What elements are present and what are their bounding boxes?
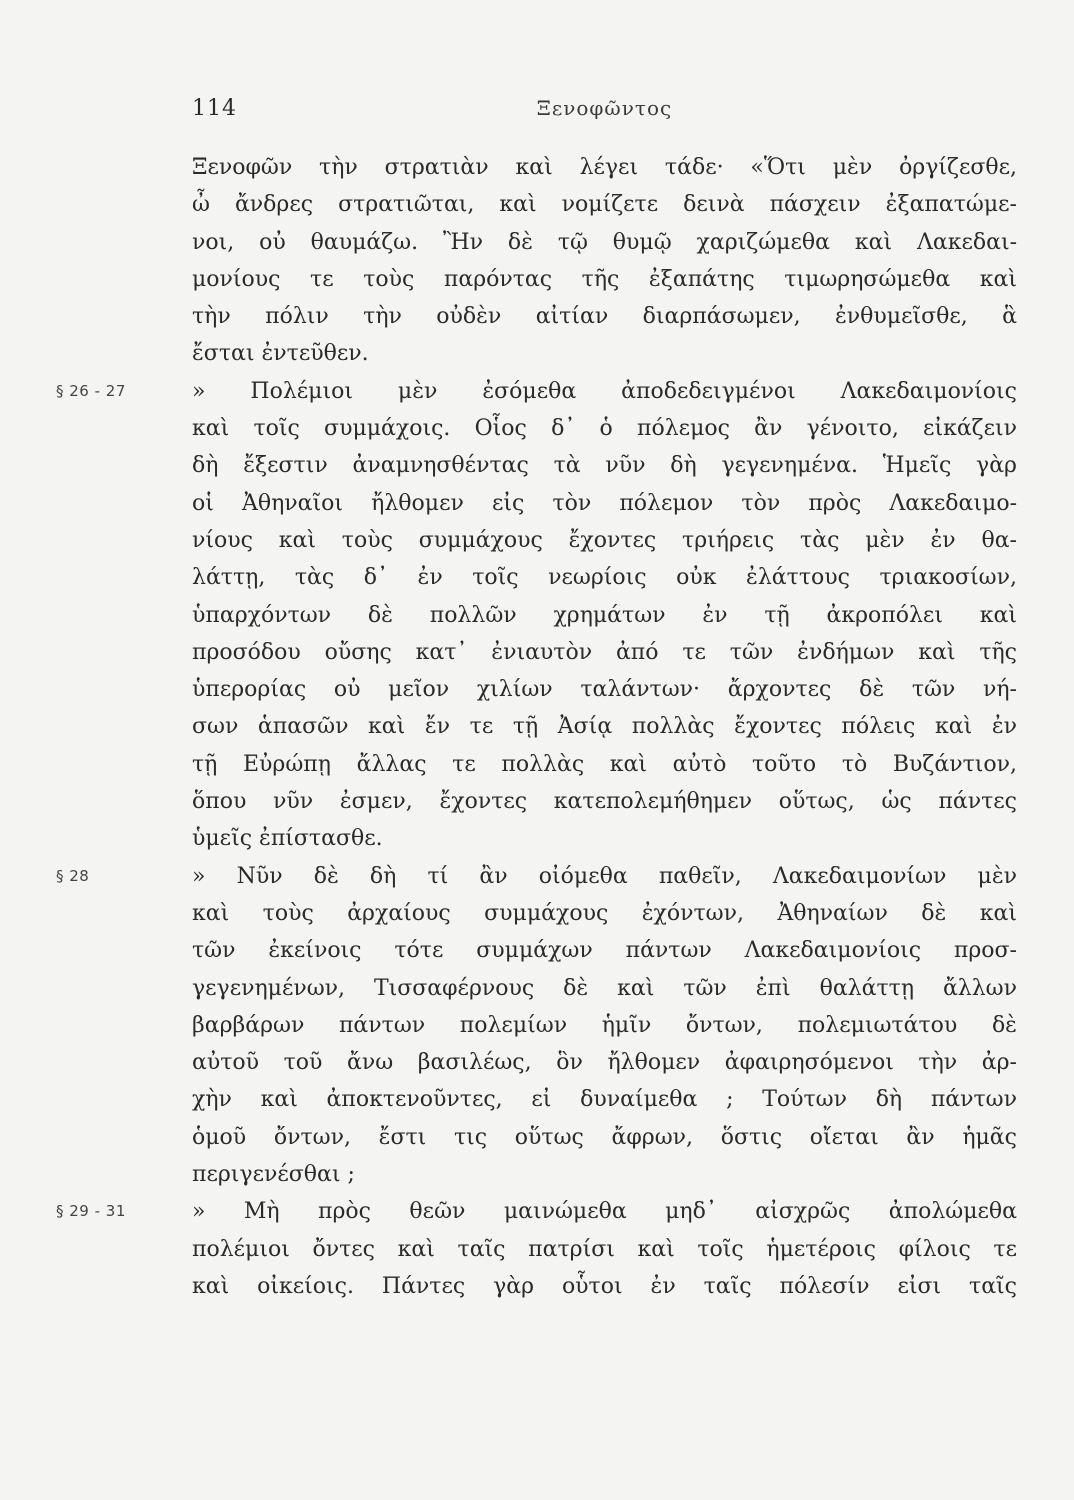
line-text: τῶν ἐκείνοις τότε συμμάχων πάντων Λακεδαιμονίοις προσ- bbox=[192, 938, 1017, 964]
line-text: νοι, οὐ θαυμάζω. Ἢν δὲ τῷ θυμῷ χαριζώμεθα καὶ Λακεδαι- bbox=[192, 229, 1017, 255]
line-text: βαρβάρων πάντων πολεμίων ἡμῖν ὄντων, πολεμιωτάτου δὲ bbox=[192, 1012, 1017, 1038]
text-line bbox=[192, 522, 1017, 559]
section-reference: § 28 bbox=[56, 866, 90, 885]
line-text: καὶ οἰκείοις. Πάντες γὰρ οὗτοι ἐν ταῖς πόλεσίν εἰσι ταῖς bbox=[192, 1273, 1017, 1299]
text-line bbox=[192, 410, 1017, 447]
text-line bbox=[192, 1119, 1017, 1156]
running-title: Ξενοφῶντος bbox=[536, 96, 673, 120]
text-line bbox=[192, 1044, 1017, 1081]
line-text: ὁμοῦ ὄντων, ἔστι τις οὕτως ἄφρων, ὅστις οἴεται ἂν ἡμᾶς bbox=[192, 1124, 1017, 1150]
line-text: » Πολέμιοι μὲν ἐσόμεθα ἀποδεδειγμένοι Λακεδαιμονίοις bbox=[192, 378, 1017, 404]
line-text: γεγενημένων, Τισσαφέρνους δὲ καὶ τῶν ἐπὶ θαλάττῃ ἄλλων bbox=[192, 975, 1017, 1001]
line-text: νίους καὶ τοὺς συμμάχους ἔχοντες τριήρεις τὰς μὲν ἐν θα- bbox=[192, 527, 1017, 553]
text-line bbox=[192, 783, 1017, 820]
text-line bbox=[56, 373, 1017, 410]
line-text: χὴν καὶ ἀποκτενοῦντες, εἰ δυναίμεθα ; Τούτων δὴ πάντων bbox=[192, 1087, 1017, 1113]
line-text: » Μὴ πρὸς θεῶν μαινώμεθα μηδ᾽ αἰσχρῶς ἀπολώμεθα bbox=[192, 1199, 1017, 1225]
line-text: αὐτοῦ τοῦ ἄνω βασιλέως, ὃν ἤλθομεν ἀφαιρησόμενοι τὴν ἀρ- bbox=[192, 1050, 1017, 1076]
line-text: καὶ τοῖς συμμάχοις. Οἷος δ᾽ ὁ πόλεμος ἂν γένοιτο, εἰκάζειν bbox=[192, 416, 1017, 442]
line-text: μονίους τε τοὺς παρόντας τῆς ἐξαπάτης τιμωρησώμεθα καὶ bbox=[192, 266, 1017, 292]
page-number: 114 bbox=[192, 96, 237, 121]
line-text: ὑμεῖς ἐπίστασθε. bbox=[192, 826, 383, 852]
text-line bbox=[192, 820, 1017, 857]
text-line bbox=[192, 261, 1017, 298]
text-line bbox=[192, 335, 1017, 372]
text-line bbox=[192, 746, 1017, 783]
line-text: ὑπερορίας οὐ μεῖον χιλίων ταλάντων· ἄρχοντες δὲ τῶν νή- bbox=[192, 677, 1017, 703]
line-text: ὦ ἄνδρες στρατιῶται, καὶ νομίζετε δεινὰ πάσχειν ἐξαπατώμε- bbox=[192, 192, 1017, 218]
line-text: περιγενέσθαι ; bbox=[192, 1162, 355, 1188]
text-line bbox=[192, 1007, 1017, 1044]
page-header bbox=[192, 96, 1017, 132]
text-line bbox=[192, 597, 1017, 634]
text-line bbox=[192, 634, 1017, 671]
text-line bbox=[192, 149, 1017, 186]
text-line bbox=[192, 932, 1017, 969]
section-reference: § 29 - 31 bbox=[56, 1202, 126, 1221]
text-line bbox=[192, 447, 1017, 484]
line-text: ὑπαρχόντων δὲ πολλῶν χρημάτων ἐν τῇ ἀκροπόλει καὶ bbox=[192, 602, 1017, 628]
line-text: » Νῦν δὲ δὴ τί ἂν οἰόμεθα παθεῖν, Λακεδαιμονίων μὲν bbox=[192, 863, 1017, 889]
text-line bbox=[192, 186, 1017, 223]
line-text: λάττῃ, τὰς δ᾽ ἐν τοῖς νεωρίοις οὐκ ἐλάττους τριακοσίων, bbox=[192, 565, 1017, 591]
line-text: προσόδου οὔσης κατ᾽ ἐνιαυτὸν ἀπό τε τῶν ἐνδήμων καὶ τῆς bbox=[192, 639, 1017, 665]
line-text: τῇ Εὐρώπῃ ἄλλας τε πολλὰς καὶ αὐτὸ τοῦτο τὸ Βυζάντιον, bbox=[192, 751, 1017, 777]
text-line bbox=[192, 1081, 1017, 1118]
line-text: σων ἁπασῶν καὶ ἔν τε τῇ Ἀσίᾳ πολλὰς ἔχοντες πόλεις καὶ ἐν bbox=[192, 714, 1017, 740]
text-line bbox=[192, 1231, 1017, 1268]
text-line bbox=[192, 485, 1017, 522]
text-line bbox=[192, 298, 1017, 335]
text-line bbox=[192, 970, 1017, 1007]
text-line bbox=[192, 559, 1017, 596]
line-text: ὅπου νῦν ἐσμεν, ἔχοντες κατεπολεμήθημεν οὕτως, ὡς πάντες bbox=[192, 789, 1017, 815]
line-text: ἔσται ἐντεῦθεν. bbox=[192, 341, 369, 367]
line-text: οἱ Ἀθηναῖοι ἤλθομεν εἰς τὸν πόλεμον τὸν πρὸς Λακεδαιμο- bbox=[192, 490, 1017, 516]
text-line bbox=[192, 1156, 1017, 1193]
line-text: Ξενοφῶν τὴν στρατιὰν καὶ λέγει τάδε· «Ὅτι μὲν ὀργίζεσθε, bbox=[192, 155, 1017, 180]
text-line bbox=[56, 858, 1017, 895]
text-line bbox=[56, 1193, 1017, 1230]
text-line bbox=[192, 671, 1017, 708]
text-line bbox=[192, 895, 1017, 932]
body-text bbox=[56, 149, 1017, 1305]
text-line bbox=[192, 224, 1017, 261]
line-text: πολέμιοι ὄντες καὶ ταῖς πατρίσι καὶ τοῖς ἡμετέροις φίλοις τε bbox=[192, 1236, 1017, 1262]
line-text: καὶ τοὺς ἀρχαίους συμμάχους ἐχόντων, Ἀθηναίων δὲ καὶ bbox=[192, 900, 1017, 926]
line-text: δὴ ἔξεστιν ἀναμνησθέντας τὰ νῦν δὴ γεγενημένα. Ἡμεῖς γὰρ bbox=[192, 453, 1017, 479]
section-reference: § 26 - 27 bbox=[56, 381, 126, 400]
text-line bbox=[192, 708, 1017, 745]
text-line bbox=[192, 1268, 1017, 1305]
line-text: τὴν πόλιν τὴν οὐδὲν αἰτίαν διαρπάσωμεν, ἐνθυμεῖσθε, ἃ bbox=[192, 304, 1017, 330]
